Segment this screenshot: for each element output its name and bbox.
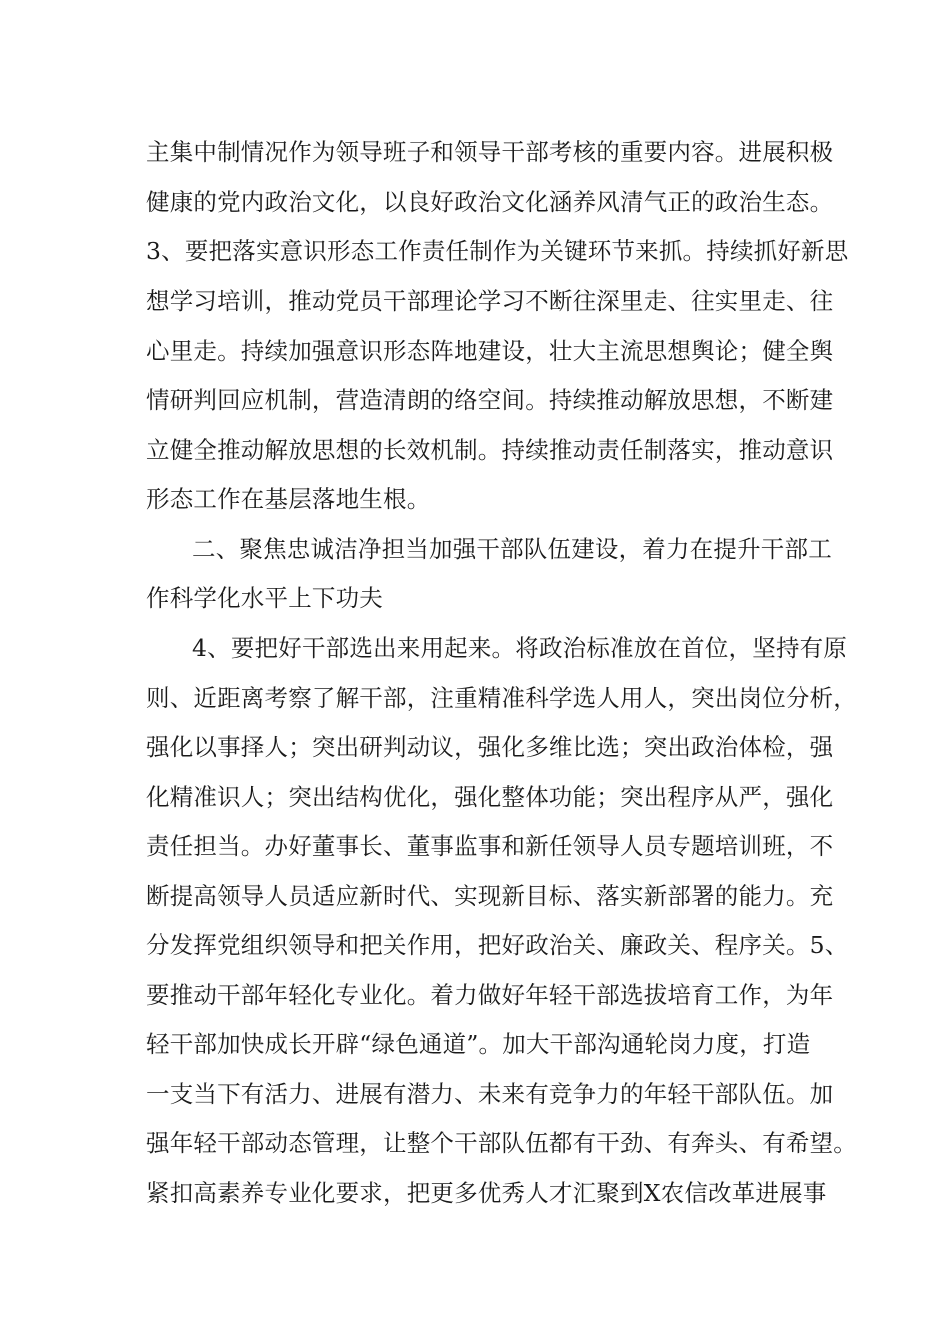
text-line: 主集中制情况作为领导班子和领导干部考核的重要内容。进展积极 xyxy=(146,138,834,166)
text-line: 心里走。持续加强意识形态阵地建设，壮大主流思想舆论；健全舆 xyxy=(146,337,834,365)
text-line: 强年轻干部动态管理，让整个干部队伍都有干劲、有奔头、有希望。 xyxy=(146,1129,857,1157)
text-line: 化精准识人；突出结构优化，强化整体功能；突出程序从严，强化 xyxy=(146,783,834,811)
text-line: 则、近距离考察了解干部，注重精准科学选人用人，突出岗位分析， xyxy=(146,684,857,712)
text-line: 4、要把好干部选出来用起来。将政治标准放在首位，坚持有原 xyxy=(192,634,848,662)
text-line: 立健全推动解放思想的长效机制。持续推动责任制落实，推动意识 xyxy=(146,436,834,464)
section-heading-continued: 作科学化水平上下功夫 xyxy=(146,584,383,612)
text-line: 责任担当。办好董事长、董事监事和新任领导人员专题培训班，不 xyxy=(146,832,834,860)
text-line: 形态工作在基层落地生根。 xyxy=(146,485,431,513)
text-line: 断提高领导人员适应新时代、实现新目标、落实新部署的能力。充 xyxy=(146,882,834,910)
text-line: 3、要把落实意识形态工作责任制作为关键环节来抓。持续抓好新思 xyxy=(146,237,849,265)
text-line: 要推动干部年轻化专业化。着力做好年轻干部选拔培育工作，为年 xyxy=(146,981,834,1009)
text-line: 健康的党内政治文化，以良好政治文化涵养风清气正的政治生态。 xyxy=(146,188,834,216)
text-line: 紧扣高素养专业化要求，把更多优秀人才汇聚到X农信改革进展事 xyxy=(146,1179,827,1207)
text-line: 分发挥党组织领导和把关作用，把好政治关、廉政关、程序关。5、 xyxy=(146,931,849,959)
text-line: 一支当下有活力、进展有潜力、未来有竞争力的年轻干部队伍。加 xyxy=(146,1080,834,1108)
text-line: 轻干部加快成长开辟“绿色通道”。加大干部沟通轮岗力度，打造 xyxy=(146,1030,811,1058)
text-line: 想学习培训，推动党员干部理论学习不断往深里走、往实里走、往 xyxy=(146,287,834,315)
text-line: 情研判回应机制，营造清朗的络空间。持续推动解放思想，不断建 xyxy=(146,386,834,414)
text-line: 强化以事择人；突出研判动议，强化多维比选；突出政治体检，强 xyxy=(146,733,834,761)
section-heading: 二、聚焦忠诚洁净担当加强干部队伍建设，着力在提升干部工 xyxy=(192,535,832,563)
